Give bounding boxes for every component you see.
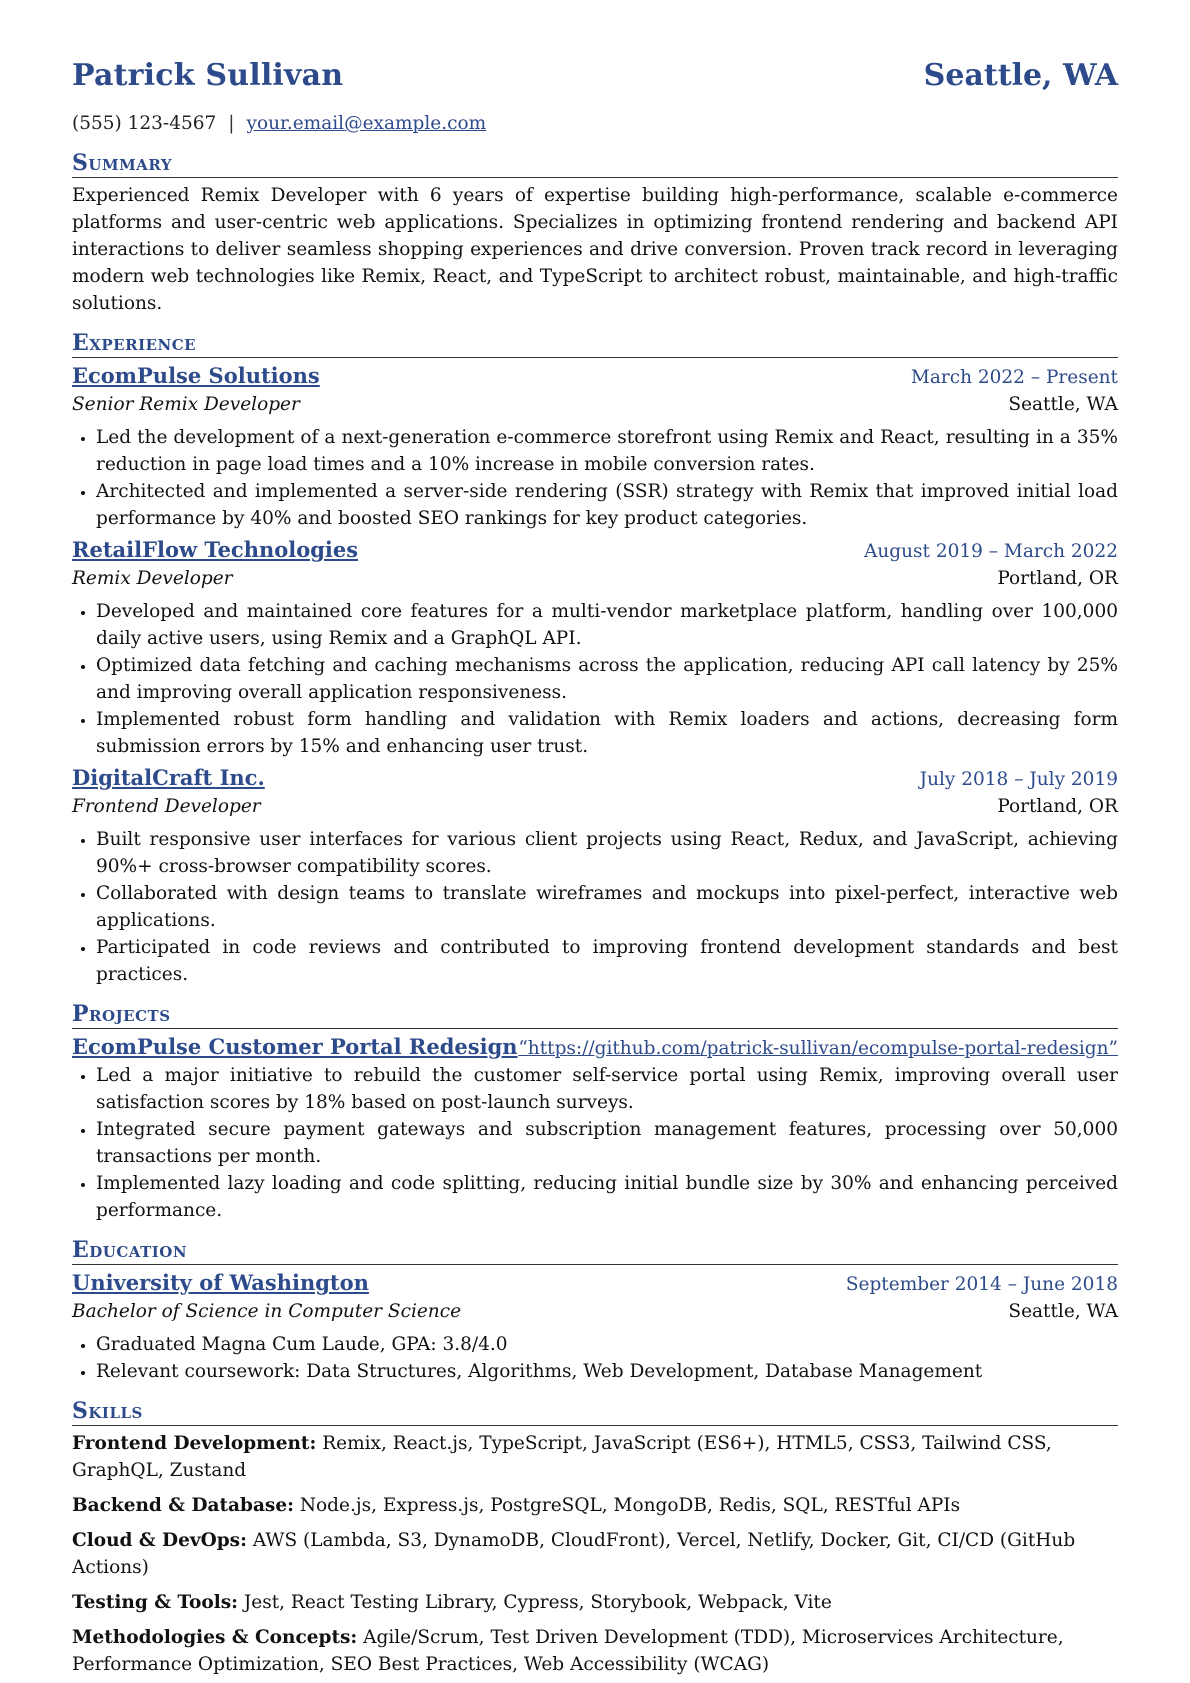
- candidate-name: Patrick Sullivan: [72, 58, 344, 93]
- skill-values: Remix, React.js, TypeScript, JavaScript (ES6+), HTML5, CSS3, Tailwind CSS, GraphQL, Zustand: [72, 1433, 1052, 1481]
- education-bullet-list: [72, 1331, 1118, 1385]
- skill-values: Jest, React Testing Library, Cypress, Storybook, Webpack, Vite: [243, 1592, 832, 1613]
- job-title: Frontend Developer: [72, 796, 261, 817]
- employment-dates: August 2019 – March 2022: [864, 541, 1118, 562]
- company-link[interactable]: EcomPulse Solutions: [72, 363, 320, 388]
- education-dates: September 2014 – June 2018: [845, 1274, 1118, 1295]
- projects-heading: Projects: [72, 1000, 1118, 1029]
- job-location: Portland, OR: [997, 796, 1118, 817]
- company-link[interactable]: RetailFlow Technologies: [72, 537, 359, 562]
- project-repo-link[interactable]: “https://github.com/patrick-sullivan/ecompulse-portal-redesign”: [518, 1038, 1118, 1059]
- education-bullet: • Relevant coursework: Data Structures, Algorithms, Web Development, Database Management: [96, 1358, 1118, 1385]
- email-link[interactable]: your.email@example.com: [246, 113, 487, 134]
- skill-row: [72, 1624, 1118, 1678]
- employment-dates: March 2022 – Present: [910, 367, 1118, 388]
- skill-values: Node.js, Express.js, PostgreSQL, MongoDB, Redis, SQL, RESTful APIs: [299, 1495, 961, 1516]
- phone-number: (555) 123-4567: [72, 113, 217, 134]
- experience-entry: [72, 362, 1118, 532]
- experience-heading: Experience: [72, 329, 1118, 358]
- company-link[interactable]: DigitalCraft Inc.: [72, 765, 265, 790]
- achievement-item: • Led the development of a next-generation e-commerce storefront using Remix and React, resulting in a 35% reduction in page load times and a 10% increase in mobile conversion rates.: [96, 424, 1118, 478]
- project-entry: [72, 1033, 1118, 1224]
- skill-values: Agile/Scrum, Test Driven Development (TDD), Microservices Architecture, Performance Optimization, SEO Best Practices, Web Accessibility (WCAG): [72, 1627, 1064, 1675]
- education-heading: Education: [72, 1236, 1118, 1265]
- achievement-list: [72, 424, 1118, 532]
- education-bullet: • Graduated Magna Cum Laude, GPA: 3.8/4.0: [96, 1331, 1118, 1358]
- job-location: Seattle, WA: [1008, 394, 1118, 415]
- project-bullet: • Integrated secure payment gateways and subscription management features, processing over 50,000 transactions per month.: [96, 1116, 1118, 1170]
- project-bullet: • Led a major initiative to rebuild the customer self-service portal using Remix, improving overall user satisfaction scores by 18% based on post-launch surveys.: [96, 1062, 1118, 1116]
- education-entry: [72, 1269, 1118, 1385]
- project-bullet-list: [72, 1062, 1118, 1224]
- skills-heading: Skills: [72, 1397, 1118, 1426]
- contact-line: [72, 110, 1118, 137]
- project-name-link[interactable]: EcomPulse Customer Portal Redesign: [72, 1034, 518, 1059]
- school-location: Seattle, WA: [1008, 1301, 1118, 1322]
- summary-text: Experienced Remix Developer with 6 years of expertise building high-performance, scalable e-commerce platforms and user-centric web applications. Specializes in optimizing frontend rendering and backend API interactions to deliver seamless shopping experiences and drive conversion. Proven track record in leveraging modern web technologies like Remix, React, and TypeScript to architect robust, maintainable, and high-traffic solutions.: [72, 185, 1118, 314]
- experience-entry: [72, 536, 1118, 760]
- skill-row: [72, 1527, 1118, 1581]
- job-title: Senior Remix Developer: [72, 394, 300, 415]
- achievement-list: [72, 826, 1118, 988]
- skill-values: AWS (Lambda, S3, DynamoDB, CloudFront), Vercel, Netlify, Docker, Git, CI/CD (GitHub Actions): [72, 1530, 1076, 1578]
- project-bullet: • Implemented lazy loading and code splitting, reducing initial bundle size by 30% and enhancing perceived performance.: [96, 1170, 1118, 1224]
- skill-row: [72, 1430, 1118, 1484]
- employment-dates: July 2018 – July 2019: [919, 769, 1118, 790]
- degree: Bachelor of Science in Computer Science: [72, 1301, 462, 1322]
- skill-category: Methodologies & Concepts:: [72, 1627, 358, 1648]
- achievement-item: • Architected and implemented a server-side rendering (SSR) strategy with Remix that improved initial load performance by 40% and boosted SEO rankings for key product categories.: [96, 478, 1118, 532]
- contact-separator: |: [228, 113, 235, 134]
- job-location: Portland, OR: [997, 568, 1118, 589]
- achievement-list: [72, 598, 1118, 760]
- school-link[interactable]: University of Washington: [72, 1270, 369, 1295]
- job-title: Remix Developer: [72, 568, 233, 589]
- experience-entry: [72, 764, 1118, 988]
- skill-category: Frontend Development:: [72, 1433, 317, 1454]
- skill-category: Testing & Tools:: [72, 1592, 238, 1613]
- achievement-item: • Implemented robust form handling and validation with Remix loaders and actions, decreasing form submission errors by 15% and enhancing user trust.: [96, 706, 1118, 760]
- skill-row: [72, 1492, 1118, 1519]
- skill-category: Backend & Database:: [72, 1495, 294, 1516]
- achievement-item: • Collaborated with design teams to translate wireframes and mockups into pixel-perfect, interactive web applications.: [96, 880, 1118, 934]
- achievement-item: • Participated in code reviews and contributed to improving frontend development standards and best practices.: [96, 934, 1118, 988]
- achievement-item: • Optimized data fetching and caching mechanisms across the application, reducing API call latency by 25% and improving overall application responsiveness.: [96, 652, 1118, 706]
- achievement-item: • Developed and maintained core features for a multi-vendor marketplace platform, handling over 100,000 daily active users, using Remix and a GraphQL API.: [96, 598, 1118, 652]
- resume-header: [72, 58, 1118, 104]
- candidate-location: Seattle, WA: [923, 58, 1118, 93]
- skill-row: [72, 1589, 1118, 1616]
- summary-heading: Summary: [72, 149, 1118, 178]
- skill-category: Cloud & DevOps:: [72, 1530, 247, 1551]
- achievement-item: • Built responsive user interfaces for various client projects using React, Redux, and JavaScript, achieving 90%+ cross-browser compatibility scores.: [96, 826, 1118, 880]
